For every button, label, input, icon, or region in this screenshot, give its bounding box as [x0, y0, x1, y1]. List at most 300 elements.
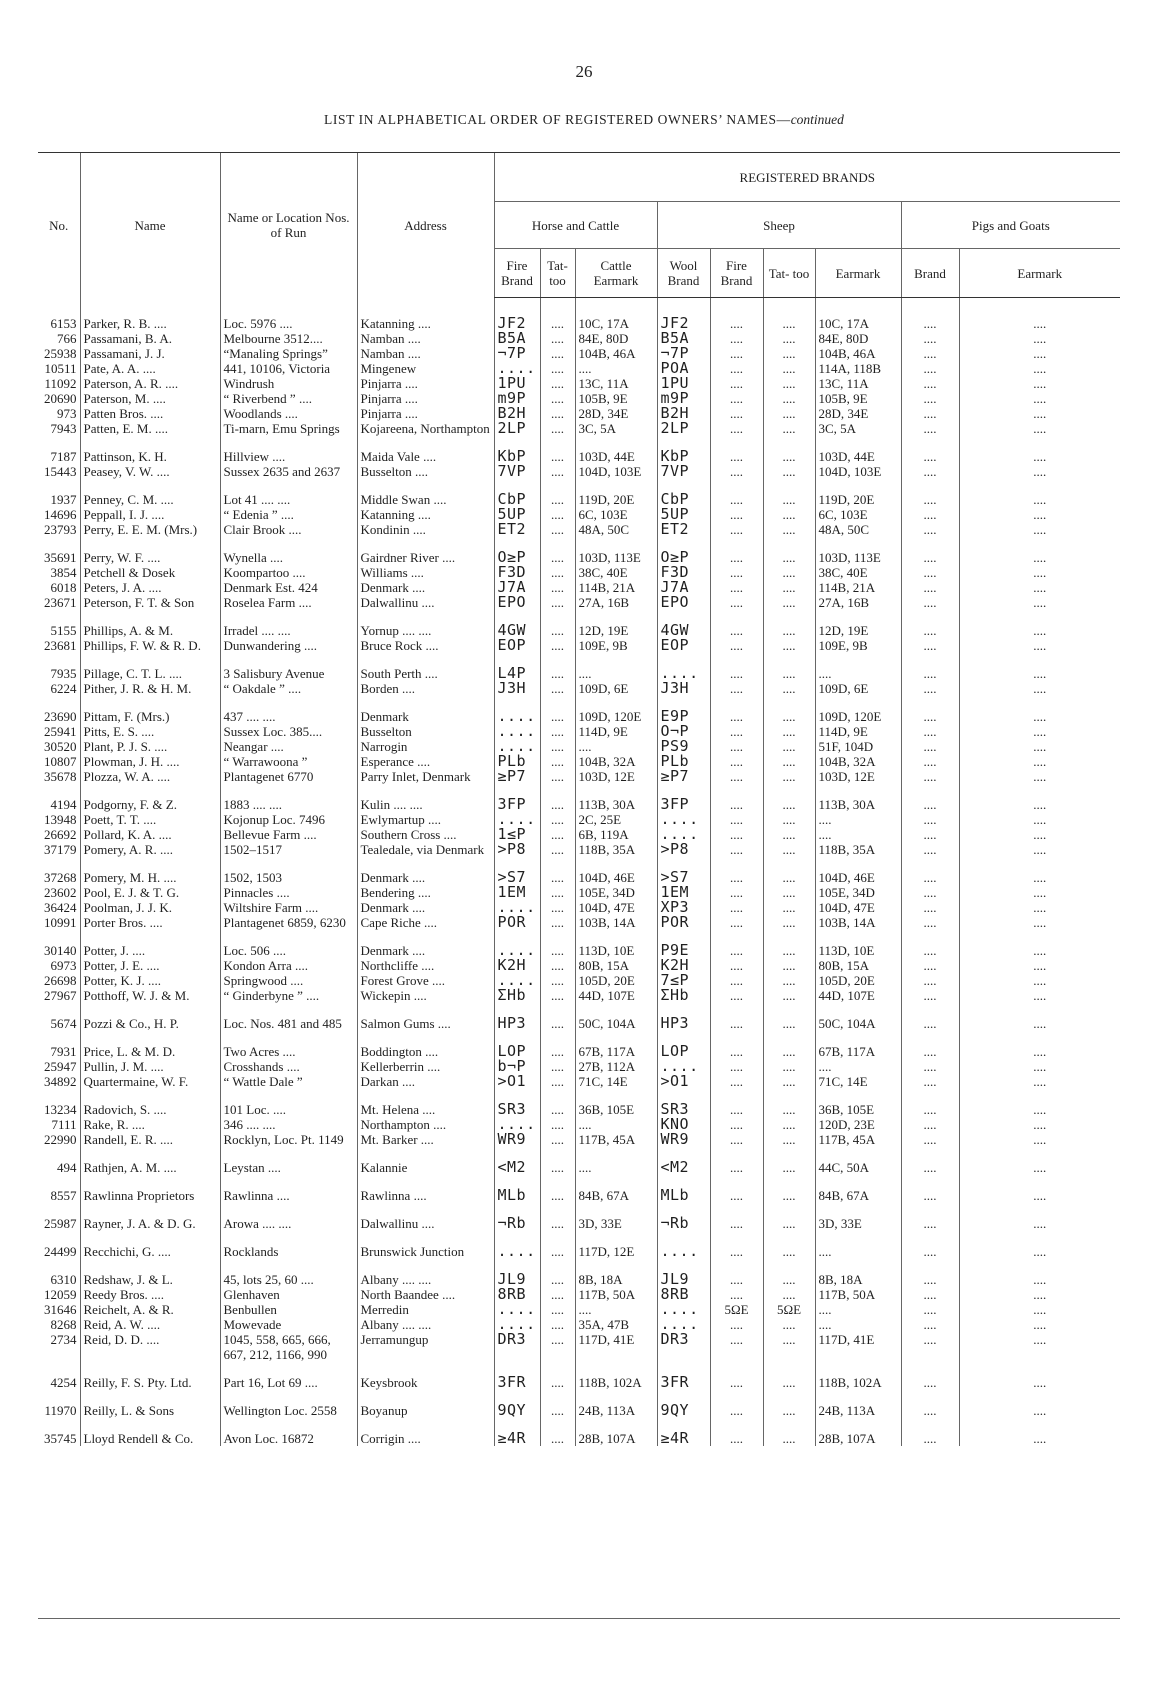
table-row: [38, 1074, 1120, 1089]
cell-ce: 35A, 47B: [575, 1317, 657, 1332]
table-row: [38, 681, 1120, 696]
cell-se: 109E, 9B: [815, 638, 901, 653]
cell-fb: m9P: [494, 391, 540, 406]
cell-no: 6153: [50, 315, 77, 331]
cell-no: 25938: [44, 346, 77, 361]
cell-tat: ....: [540, 1147, 575, 1175]
cell-ce: 24B, 113A: [575, 1390, 657, 1418]
table-row: [38, 522, 1120, 537]
cell-wb: J7A: [657, 580, 710, 595]
cell-ce: ....: [575, 361, 657, 376]
cell-se: 103D, 113E: [815, 537, 901, 565]
cell-name: Quartermaine, W. F.: [80, 1074, 220, 1089]
cell-no: 27967: [44, 988, 77, 1003]
cell-ce: 113D, 10E: [575, 930, 657, 958]
cell-wb: ....: [657, 1317, 710, 1332]
cell-no: 3854: [50, 565, 77, 580]
cell-no: 7187: [50, 449, 77, 464]
cell-se: 104D, 103E: [815, 464, 901, 479]
cell-tat2: ....: [763, 1390, 815, 1418]
cell-name: Potter, J. ....: [80, 930, 220, 958]
cell-pe: ....: [959, 464, 1120, 479]
cell-pe: ....: [959, 973, 1120, 988]
cell-loc: 1883 .... ....: [220, 784, 357, 812]
table-row: [38, 610, 1120, 638]
cell-pb: ....: [901, 1132, 959, 1147]
cell-fb: K2H: [494, 958, 540, 973]
cell-se: ....: [815, 827, 901, 842]
header-pig-brand: Brand: [901, 249, 959, 298]
cell-tat2: ....: [763, 1418, 815, 1446]
cell-se: ....: [815, 1302, 901, 1317]
cell-pb: ....: [901, 436, 959, 464]
cell-addr: Mingenew: [357, 361, 494, 376]
cell-ce: 109E, 9B: [575, 638, 657, 653]
table-row: [38, 436, 1120, 464]
cell-no: 6224: [50, 681, 77, 696]
cell-se: 80B, 15A: [815, 958, 901, 973]
cell-se: 105B, 9E: [815, 391, 901, 406]
cell-fb: ....: [494, 361, 540, 376]
cell-fb2: ....: [710, 537, 763, 565]
cell-fb2: ....: [710, 610, 763, 638]
cell-fb2: ....: [710, 406, 763, 421]
cell-ce: 67B, 117A: [575, 1031, 657, 1059]
cell-wb: DR3: [657, 1332, 710, 1362]
cell-fb2: ....: [710, 479, 763, 507]
cell-fb2: 5ΩE: [710, 1302, 763, 1317]
cell-name: Plozza, W. A. ....: [80, 769, 220, 784]
cell-tat2: ....: [763, 1147, 815, 1175]
cell-tat2: ....: [763, 479, 815, 507]
cell-addr: Mt. Barker ....: [357, 1132, 494, 1147]
cell-addr: Bendering ....: [357, 885, 494, 900]
cell-addr: Pinjarra ....: [357, 376, 494, 391]
cell-pe: ....: [959, 638, 1120, 653]
cell-ce: 44D, 107E: [575, 988, 657, 1003]
cell-fb2: ....: [710, 346, 763, 361]
cell-fb: JL9: [494, 1259, 540, 1287]
cell-name: Recchichi, G. ....: [80, 1231, 220, 1259]
cell-tat: ....: [540, 610, 575, 638]
cell-addr: Mt. Helena ....: [357, 1089, 494, 1117]
cell-name: Passamani, J. J.: [80, 346, 220, 361]
cell-name: Penney, C. M. ....: [80, 479, 220, 507]
table-row: [38, 988, 1120, 1003]
cell-addr: Ewlymartup ....: [357, 812, 494, 827]
cell-pb: ....: [901, 1089, 959, 1117]
cell-loc: “ Oakdale ” ....: [220, 681, 357, 696]
table-row: [38, 1418, 1120, 1446]
cell-fb2: ....: [710, 331, 763, 346]
cell-no: 25941: [44, 724, 77, 739]
cell-fb: JF2: [494, 298, 540, 332]
cell-loc: “Manaling Springs”: [220, 346, 357, 361]
cell-fb: ....: [494, 1231, 540, 1259]
cell-no: 26698: [44, 973, 77, 988]
cell-name: Randell, E. R. ....: [80, 1132, 220, 1147]
cell-fb2: ....: [710, 769, 763, 784]
cell-fb: B2H: [494, 406, 540, 421]
table-row: [38, 406, 1120, 421]
cell-no: 23681: [44, 638, 77, 653]
cell-wb: P9E: [657, 930, 710, 958]
cell-pb: ....: [901, 1390, 959, 1418]
cell-fb: J3H: [494, 681, 540, 696]
cell-fb2: ....: [710, 988, 763, 1003]
cell-ce: 71C, 14E: [575, 1074, 657, 1089]
cell-se: ....: [815, 812, 901, 827]
cell-ce: ....: [575, 1117, 657, 1132]
cell-pb: ....: [901, 346, 959, 361]
cell-fb: ¬Rb: [494, 1203, 540, 1231]
cell-addr: Williams ....: [357, 565, 494, 580]
cell-ce: 36B, 105E: [575, 1089, 657, 1117]
cell-pe: ....: [959, 915, 1120, 930]
table-row: [38, 784, 1120, 812]
header-location: Name or Location Nos. of Run: [220, 153, 357, 298]
cell-addr: Keysbrook: [357, 1362, 494, 1390]
cell-tat2: ....: [763, 1362, 815, 1390]
cell-se: 27A, 16B: [815, 595, 901, 610]
cell-fb2: ....: [710, 915, 763, 930]
cell-no: 494: [57, 1160, 77, 1175]
cell-fb2: ....: [710, 754, 763, 769]
cell-pb: ....: [901, 930, 959, 958]
cell-se: 105E, 34D: [815, 885, 901, 900]
cell-wb: 2LP: [657, 421, 710, 436]
cell-addr: Denmark ....: [357, 857, 494, 885]
cell-fb2: ....: [710, 812, 763, 827]
cell-loc: Rocklands: [220, 1231, 357, 1259]
header-fire-brand: Fire Brand: [494, 249, 540, 298]
cell-wb: POA: [657, 361, 710, 376]
cell-tat: ....: [540, 915, 575, 930]
cell-fb: MLb: [494, 1175, 540, 1203]
cell-se: 117B, 45A: [815, 1132, 901, 1147]
cell-addr: Kulin .... ....: [357, 784, 494, 812]
cell-name: Plowman, J. H. ....: [80, 754, 220, 769]
cell-se: 104B, 46A: [815, 346, 901, 361]
cell-tat: ....: [540, 361, 575, 376]
cell-pe: ....: [959, 1003, 1120, 1031]
cell-fb: HP3: [494, 1003, 540, 1031]
cell-se: 71C, 14E: [815, 1074, 901, 1089]
cell-addr: Esperance ....: [357, 754, 494, 769]
header-cattle-earmark: Cattle Earmark: [575, 249, 657, 298]
cell-addr: Forest Grove ....: [357, 973, 494, 988]
cell-pe: ....: [959, 1203, 1120, 1231]
cell-tat: ....: [540, 479, 575, 507]
cell-fb2: ....: [710, 1117, 763, 1132]
cell-loc: Plantagenet 6859, 6230: [220, 915, 357, 930]
cell-tat2: ....: [763, 436, 815, 464]
cell-ce: 28D, 34E: [575, 406, 657, 421]
cell-pb: ....: [901, 724, 959, 739]
cell-fb: >O1: [494, 1074, 540, 1089]
table-row: [38, 1059, 1120, 1074]
cell-pe: ....: [959, 346, 1120, 361]
cell-addr: Parry Inlet, Denmark: [357, 769, 494, 784]
cell-no: 4254: [50, 1375, 77, 1390]
cell-fb: CbP: [494, 479, 540, 507]
cell-addr: Denmark ....: [357, 580, 494, 595]
cell-loc: 1502, 1503: [220, 857, 357, 885]
cell-no: 11970: [44, 1403, 77, 1418]
cell-fb2: ....: [710, 1332, 763, 1362]
cell-tat: ....: [540, 298, 575, 332]
cell-se: 24B, 113A: [815, 1390, 901, 1418]
cell-pe: ....: [959, 958, 1120, 973]
cell-ce: 28B, 107A: [575, 1418, 657, 1446]
cell-name: Phillips, F. W. & R. D.: [80, 638, 220, 653]
table-row: [38, 1287, 1120, 1302]
cell-addr: Middle Swan ....: [357, 479, 494, 507]
table-row: [38, 1132, 1120, 1147]
cell-loc: Windrush: [220, 376, 357, 391]
cell-ce: 104D, 103E: [575, 464, 657, 479]
table-row: [38, 739, 1120, 754]
cell-tat2: ....: [763, 842, 815, 857]
cell-name: Poolman, J. J. K.: [80, 900, 220, 915]
cell-tat2: ....: [763, 973, 815, 988]
cell-tat2: ....: [763, 1003, 815, 1031]
table-row: [38, 507, 1120, 522]
cell-loc: Hillview ....: [220, 436, 357, 464]
header-pig-earmark: Earmark: [959, 249, 1120, 298]
cell-fb2: ....: [710, 973, 763, 988]
cell-pb: ....: [901, 331, 959, 346]
table-row: [38, 900, 1120, 915]
table-row: [38, 1231, 1120, 1259]
cell-pe: ....: [959, 1362, 1120, 1390]
cell-name: Reid, A. W. ....: [80, 1317, 220, 1332]
cell-wb: 3FP: [657, 784, 710, 812]
cell-loc: Two Acres ....: [220, 1031, 357, 1059]
cell-pe: ....: [959, 436, 1120, 464]
cell-name: Pither, J. R. & H. M.: [80, 681, 220, 696]
cell-wb: m9P: [657, 391, 710, 406]
cell-tat: ....: [540, 464, 575, 479]
cell-tat: ....: [540, 595, 575, 610]
cell-no: 7943: [50, 421, 77, 436]
table-row: [38, 1203, 1120, 1231]
cell-se: 36B, 105E: [815, 1089, 901, 1117]
cell-pe: ....: [959, 930, 1120, 958]
cell-se: 120D, 23E: [815, 1117, 901, 1132]
cell-addr: Maida Vale ....: [357, 436, 494, 464]
cell-addr: Cape Riche ....: [357, 915, 494, 930]
cell-tat: ....: [540, 857, 575, 885]
cell-addr: Namban ....: [357, 331, 494, 346]
cell-tat2: ....: [763, 681, 815, 696]
cell-loc: Rawlinna ....: [220, 1175, 357, 1203]
cell-addr: Borden ....: [357, 681, 494, 696]
cell-tat: ....: [540, 1117, 575, 1132]
cell-tat2: ....: [763, 1074, 815, 1089]
cell-tat2: ....: [763, 507, 815, 522]
cell-name: Peasey, V. W. ....: [80, 464, 220, 479]
cell-fb: ....: [494, 930, 540, 958]
cell-tat: ....: [540, 973, 575, 988]
cell-tat2: ....: [763, 900, 815, 915]
cell-tat: ....: [540, 565, 575, 580]
cell-no: 30140: [44, 943, 77, 958]
cell-name: Reilly, F. S. Pty. Ltd.: [80, 1362, 220, 1390]
cell-tat: ....: [540, 724, 575, 739]
cell-ce: 104D, 47E: [575, 900, 657, 915]
cell-pb: ....: [901, 1231, 959, 1259]
table-row: [38, 595, 1120, 610]
cell-addr: Denmark ....: [357, 930, 494, 958]
table-row: [38, 298, 1120, 332]
cell-no: 6973: [50, 958, 77, 973]
cell-name: Rake, R. ....: [80, 1117, 220, 1132]
cell-pb: ....: [901, 885, 959, 900]
cell-tat2: ....: [763, 885, 815, 900]
cell-name: Rawlinna Proprietors: [80, 1175, 220, 1203]
cell-wb: ≥P7: [657, 769, 710, 784]
cell-no: 4194: [50, 797, 77, 812]
table-row: [38, 842, 1120, 857]
cell-tat: ....: [540, 769, 575, 784]
cell-tat2: ....: [763, 1175, 815, 1203]
cell-se: 13C, 11A: [815, 376, 901, 391]
cell-tat: ....: [540, 376, 575, 391]
cell-no: 11092: [44, 376, 77, 391]
cell-ce: 84B, 67A: [575, 1175, 657, 1203]
table-row: [38, 346, 1120, 361]
cell-fb: ....: [494, 739, 540, 754]
cell-fb2: ....: [710, 391, 763, 406]
cell-loc: Glenhaven: [220, 1287, 357, 1302]
table-row: [38, 331, 1120, 346]
cell-se: 44D, 107E: [815, 988, 901, 1003]
cell-addr: Gairdner River ....: [357, 537, 494, 565]
cell-ce: 103D, 12E: [575, 769, 657, 784]
cell-tat2: ....: [763, 331, 815, 346]
cell-fb: 3FR: [494, 1362, 540, 1390]
cell-addr: Rawlinna ....: [357, 1175, 494, 1203]
cell-pe: ....: [959, 1147, 1120, 1175]
cell-wb: 3FR: [657, 1362, 710, 1390]
cell-name: Peters, J. A. ....: [80, 580, 220, 595]
cell-name: Lloyd Rendell & Co.: [80, 1418, 220, 1446]
cell-name: Pozzi & Co., H. P.: [80, 1003, 220, 1031]
cell-se: 119D, 20E: [815, 479, 901, 507]
cell-fb2: ....: [710, 376, 763, 391]
cell-pe: ....: [959, 1317, 1120, 1332]
cell-pb: ....: [901, 1059, 959, 1074]
cell-addr: Katanning ....: [357, 507, 494, 522]
cell-tat: ....: [540, 1059, 575, 1074]
cell-fb: 1PU: [494, 376, 540, 391]
cell-wb: ΣHb: [657, 988, 710, 1003]
cell-tat: ....: [540, 1003, 575, 1031]
cell-pe: ....: [959, 1302, 1120, 1317]
cell-wb: ....: [657, 1302, 710, 1317]
cell-tat: ....: [540, 784, 575, 812]
cell-name: Porter Bros. ....: [80, 915, 220, 930]
cell-pe: ....: [959, 1390, 1120, 1418]
cell-no: 24499: [44, 1244, 77, 1259]
cell-fb2: ....: [710, 580, 763, 595]
cell-no: 35691: [44, 550, 77, 565]
bottom-rule: [38, 1618, 1120, 1619]
cell-se: 50C, 104A: [815, 1003, 901, 1031]
cell-no: 2734: [50, 1332, 77, 1347]
cell-ce: 2C, 25E: [575, 812, 657, 827]
cell-tat: ....: [540, 421, 575, 436]
cell-pb: ....: [901, 988, 959, 1003]
cell-pe: ....: [959, 900, 1120, 915]
cell-tat: ....: [540, 930, 575, 958]
cell-no: 1937: [50, 492, 77, 507]
cell-fb2: ....: [710, 857, 763, 885]
cell-name: Pitts, E. S. ....: [80, 724, 220, 739]
cell-se: 103D, 44E: [815, 436, 901, 464]
cell-wb: ....: [657, 1059, 710, 1074]
cell-wb: >S7: [657, 857, 710, 885]
cell-tat: ....: [540, 1259, 575, 1287]
cell-ce: 117D, 41E: [575, 1332, 657, 1362]
cell-tat: ....: [540, 681, 575, 696]
cell-name: Potter, K. J. ....: [80, 973, 220, 988]
cell-tat2: ....: [763, 1203, 815, 1231]
cell-addr: Boddington ....: [357, 1031, 494, 1059]
cell-wb: PLb: [657, 754, 710, 769]
cell-name: Perry, W. F. ....: [80, 537, 220, 565]
table-row: [38, 479, 1120, 507]
cell-pe: ....: [959, 1287, 1120, 1302]
cell-tat: ....: [540, 1132, 575, 1147]
table-row: [38, 391, 1120, 406]
cell-se: ....: [815, 653, 901, 681]
cell-pb: ....: [901, 1074, 959, 1089]
table-row: [38, 537, 1120, 565]
cell-tat: ....: [540, 754, 575, 769]
cell-se: 103B, 14A: [815, 915, 901, 930]
cell-se: 28B, 107A: [815, 1418, 901, 1446]
cell-loc: Lot 41 .... ....: [220, 479, 357, 507]
cell-no: 13948: [44, 812, 77, 827]
cell-pe: ....: [959, 988, 1120, 1003]
cell-loc: Neangar ....: [220, 739, 357, 754]
cell-ce: 13C, 11A: [575, 376, 657, 391]
cell-loc: Kojonup Loc. 7496: [220, 812, 357, 827]
cell-tat2: ....: [763, 298, 815, 332]
cell-wb: 5UP: [657, 507, 710, 522]
cell-wb: ....: [657, 1231, 710, 1259]
cell-wb: ....: [657, 812, 710, 827]
header-sheep-fire-brand: Fire Brand: [710, 249, 763, 298]
cell-name: Pittam, F. (Mrs.): [80, 696, 220, 724]
cell-pb: ....: [901, 915, 959, 930]
cell-fb: EOP: [494, 638, 540, 653]
cell-fb2: ....: [710, 1147, 763, 1175]
cell-fb2: ....: [710, 1132, 763, 1147]
cell-name: Pattinson, K. H.: [80, 436, 220, 464]
cell-name: Potter, J. E. ....: [80, 958, 220, 973]
cell-fb: SR3: [494, 1089, 540, 1117]
cell-no: 8268: [50, 1317, 77, 1332]
cell-addr: Busselton ....: [357, 464, 494, 479]
cell-pb: ....: [901, 1259, 959, 1287]
cell-pb: ....: [901, 784, 959, 812]
cell-pb: ....: [901, 973, 959, 988]
cell-tat: ....: [540, 1031, 575, 1059]
cell-tat2: ....: [763, 1132, 815, 1147]
